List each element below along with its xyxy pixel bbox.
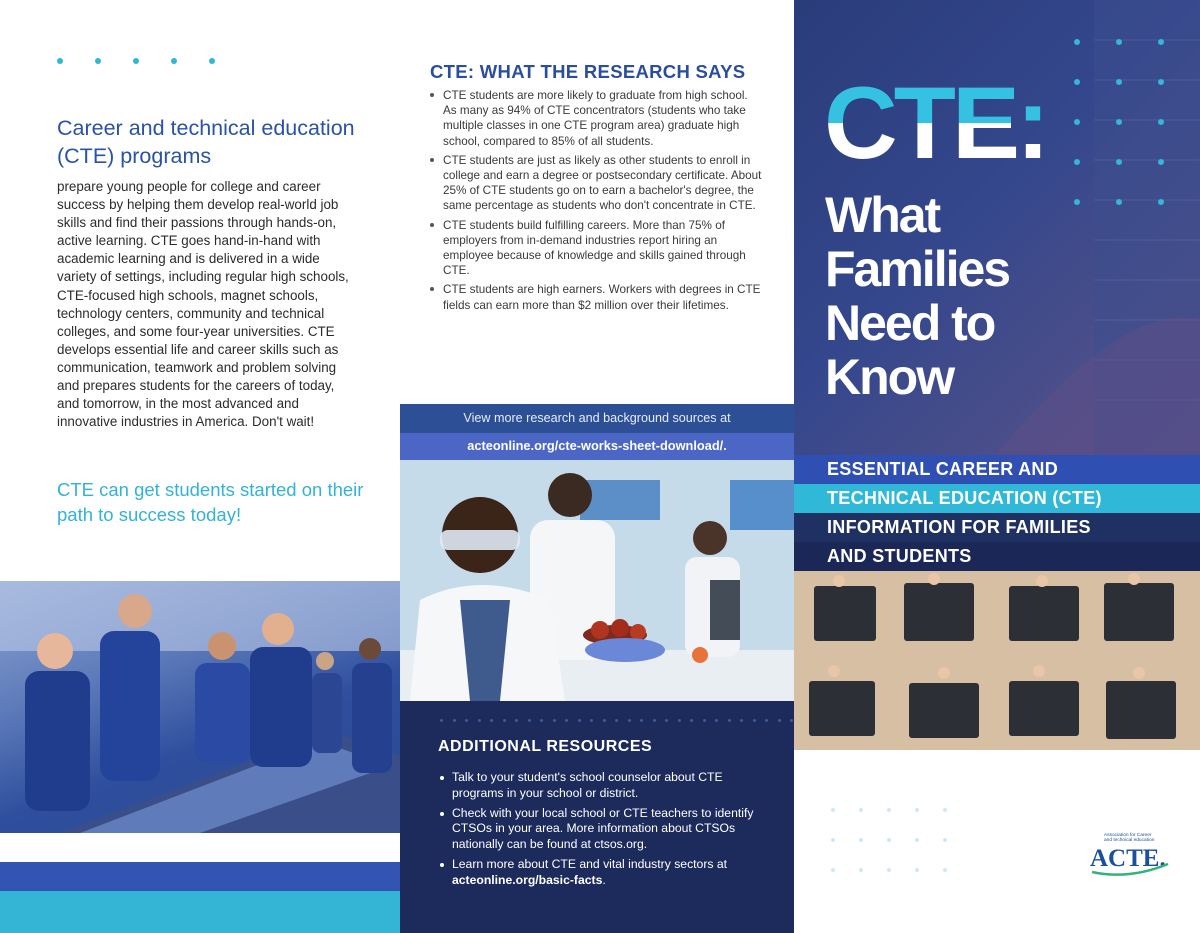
svg-text:and technical education: and technical education (1104, 838, 1155, 843)
decorative-dots (440, 719, 806, 722)
lab-scientists-photo (400, 460, 794, 701)
intro-heading: Career and technical education (CTE) programs (57, 116, 355, 168)
decorative-dots (1074, 39, 1164, 205)
view-more-text: View more research and background sources at (400, 404, 794, 433)
laptops-desk-photo (794, 571, 1200, 750)
list-item-punctuation: . (602, 872, 606, 887)
research-list (428, 88, 763, 317)
svg-text:ACTE.: ACTE. (1090, 845, 1166, 872)
list-item-text: Learn more about CTE and vital industry sectors at (452, 856, 728, 871)
intro-body: prepare young people for college and career success by helping them develop real-world job skills and find their passions through hands-on, active learning. CTE goes hand-in-hand with academic learning and is delivered in a wide variety of settings, including regular high schools, CTE-focused high schools, magnet schools, technology centers, community and technical colleges, and some four-year universities. CTE develops essential life and career skills such as communication, teamwork and problem solving and prepares students for the careers of today, and tomorrow, in the most advanced and innovative industries in America. Don't wait! (57, 179, 349, 430)
svg-text:Association for Career: Association for Career (1104, 833, 1152, 838)
left-panel (0, 0, 400, 933)
list-item: CTE students are high earners. Workers with degrees in CTE fields can earn more than $2 million over their lifetimes. (428, 282, 763, 312)
cover-title: CTE: (824, 66, 1046, 180)
resources-list (437, 770, 767, 893)
resources-heading: ADDITIONAL RESOURCES (438, 738, 653, 755)
footer-stripe-cyan (0, 891, 400, 933)
list-item (437, 857, 767, 889)
basic-facts-link[interactable]: acteonline.org/basic-facts (452, 872, 603, 887)
students-workshop-photo (0, 581, 400, 833)
decorative-dots (831, 808, 947, 872)
middle-panel (400, 0, 794, 933)
research-heading: CTE: WHAT THE RESEARCH SAYS (430, 61, 746, 82)
acte-logo (1084, 828, 1174, 880)
cover-background (794, 0, 1200, 457)
intro-callout: CTE can get students started on their path to success today! (57, 479, 364, 525)
tagline-band: TECHNICAL EDUCATION (CTE) (794, 484, 1200, 513)
tagline-band: AND STUDENTS (794, 542, 1200, 571)
research-link[interactable]: acteonline.org/cte-works-sheet-download/. (400, 433, 794, 460)
tagline-band: INFORMATION FOR FAMILIES (794, 513, 1200, 542)
cover-subtitle-line: What (825, 187, 940, 243)
cover-subtitle-line: Need to (825, 295, 995, 351)
list-item: CTE students are just as likely as other students to enroll in college and earn a degree or postsecondary certificate. About 25% of CTE students go on to earn a bachelor's degree, the same percentage as students who don't concentrate in CTE. (428, 153, 763, 214)
cover-panel (794, 0, 1200, 933)
tagline-band: ESSENTIAL CAREER AND (794, 455, 1200, 484)
cover-subtitle-line: Know (825, 349, 954, 405)
list-item: Check with your local school or CTE teachers to identify CTSOs in your area. More information about CTSOs nationally can be found at ctsos.org. (437, 806, 767, 853)
decorative-dots (57, 58, 215, 64)
footer-stripe-blue (0, 862, 400, 891)
list-item: Talk to your student's school counselor about CTE programs in your school or district. (437, 770, 767, 802)
additional-resources-section (400, 701, 794, 933)
cover-subtitle-line: Families (825, 241, 1010, 297)
list-item: CTE students build fulfilling careers. More than 75% of employers from in-demand industries report hiring an employee because of knowledge and skills gained through CTE. (428, 218, 763, 279)
cover-subtitle (825, 188, 1085, 404)
list-item: CTE students are more likely to graduate from high school. As many as 94% of CTE concentrators (students who take multiple classes in one CTE program area) graduate high school, compared to 85% of all students. (428, 88, 763, 149)
